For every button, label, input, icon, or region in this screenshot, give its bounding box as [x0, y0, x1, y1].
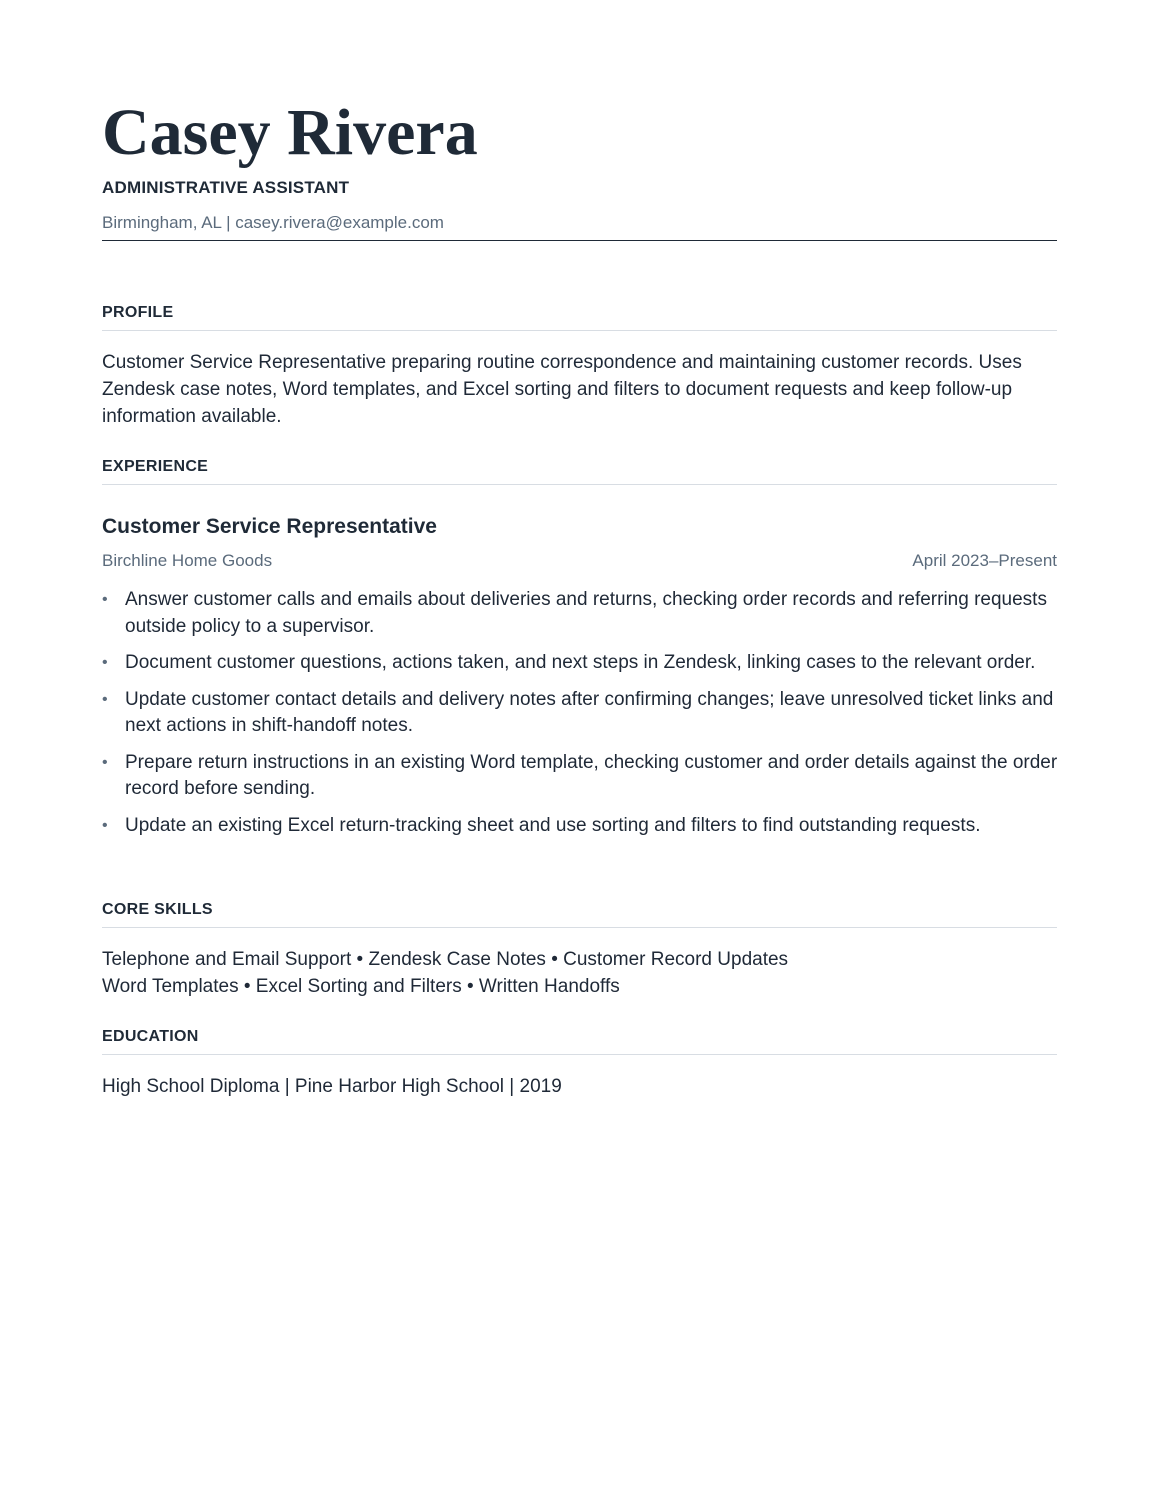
profile-divider	[102, 330, 1057, 331]
education-divider	[102, 1054, 1057, 1055]
skills-text	[102, 946, 1057, 1000]
contact-info: Birmingham, AL | casey.rivera@example.com	[102, 213, 444, 232]
bullet-text: Update an existing Excel return-tracking sheet and use sorting and filters to find outstanding requests.	[125, 814, 981, 836]
skills-line: Word Templates • Excel Sorting and Filters • Written Handoffs	[102, 976, 620, 997]
bullet-text: Answer customer calls and emails about deliveries and returns, checking order records and referring requests outside policy to a supervisor.	[125, 589, 1047, 637]
job-bullet-list	[102, 587, 1062, 849]
job-dates: April 2023–Present	[912, 551, 1057, 570]
education-heading: EDUCATION	[102, 1028, 199, 1045]
skills-heading: CORE SKILLS	[102, 901, 213, 918]
skills-divider	[102, 927, 1057, 928]
list-item	[102, 587, 1062, 640]
experience-divider	[102, 484, 1057, 485]
candidate-name: Casey Rivera	[102, 96, 478, 169]
bullet-marker: •	[102, 816, 108, 834]
bullet-marker: •	[102, 690, 108, 708]
bullet-marker: •	[102, 591, 108, 608]
job-title: Customer Service Representative	[102, 515, 437, 538]
skills-line: Telephone and Email Support • Zendesk Case Notes • Customer Record Updates	[102, 949, 789, 970]
list-item	[102, 687, 1062, 740]
profile-text: Customer Service Representative preparing routine correspondence and maintaining customer records. Uses Zendesk case notes, Word templates, and Excel sorting and filters to document requests and keep follow-up information available.	[102, 352, 1022, 427]
education-text: High School Diploma | Pine Harbor High School | 2019	[102, 1076, 562, 1097]
bullet-text: Document customer questions, actions taken, and next steps in Zendesk, linking cases to the relevant order.	[125, 652, 1036, 673]
profile-heading: PROFILE	[102, 304, 174, 321]
header-divider	[102, 240, 1057, 241]
bullet-marker: •	[102, 753, 108, 771]
bullet-text: Update customer contact details and delivery notes after confirming changes; leave unresolved ticket links and next actions in shift-handoff notes.	[125, 688, 1054, 736]
candidate-role: ADMINISTRATIVE ASSISTANT	[102, 178, 350, 197]
bullet-marker: •	[102, 654, 108, 671]
list-item	[102, 650, 1062, 677]
experience-heading: EXPERIENCE	[102, 458, 209, 475]
list-item	[102, 813, 1062, 840]
bullet-text: Prepare return instructions in an existing Word template, checking customer and order details against the order record before sending.	[125, 751, 1058, 799]
list-item	[102, 750, 1062, 803]
job-company: Birchline Home Goods	[102, 551, 273, 570]
